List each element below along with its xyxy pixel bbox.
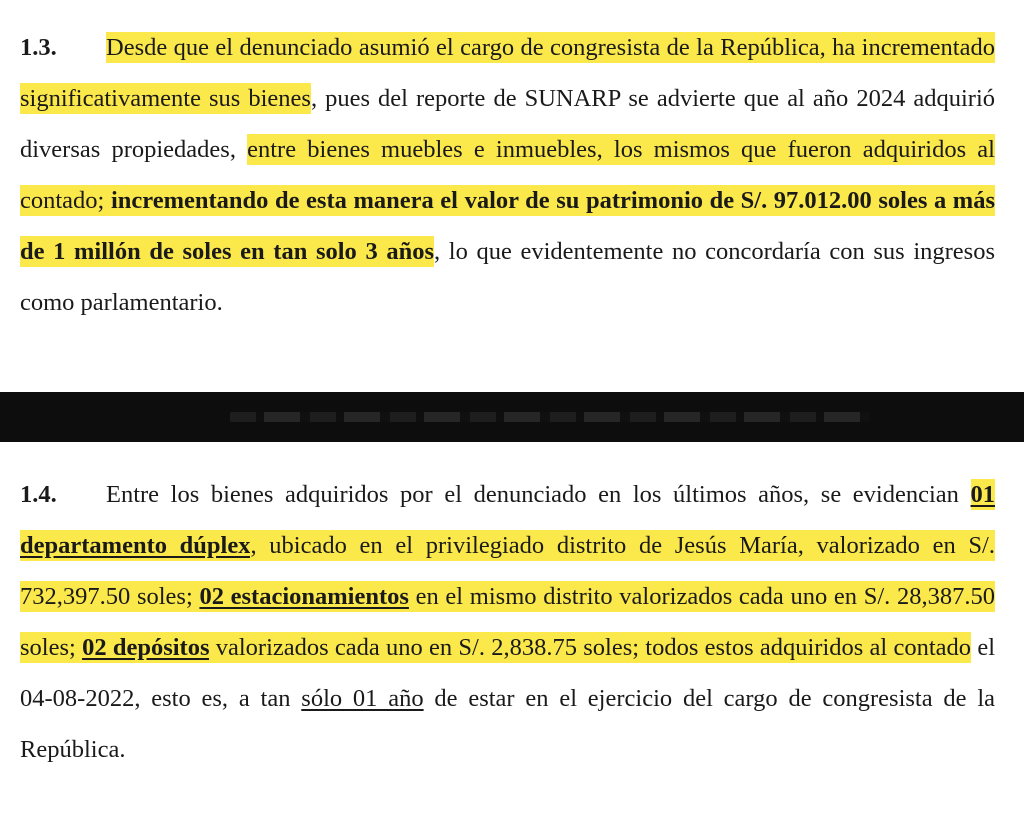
body-text: , lo que evidentemente no concordaría con sus ingresos como parlamentario. <box>20 238 995 316</box>
section-1-4 <box>20 469 995 775</box>
section-1-3 <box>20 22 995 328</box>
section-number: 1.4. <box>20 481 57 508</box>
highlighted-bold-underlined-text: 01 departamento dúplex <box>20 481 995 559</box>
body-text: de estar en el ejercicio del cargo de congresista de la República. <box>20 685 996 763</box>
section-number: 1.3. <box>20 34 57 61</box>
underlined-text: sólo 01 año <box>301 685 424 712</box>
highlighted-text: valorizados cada uno en S/. 2,838.75 soles; todos estos adquiridos al contado <box>209 634 972 661</box>
highlighted-text: en el mismo distrito valorizados cada uno en S/. 28,387.50 soles; <box>20 583 995 661</box>
highlighted-bold-underlined-text: 02 depósitos <box>82 634 210 661</box>
highlighted-text: , ubicado en el privilegiado distrito de Jesús María, valorizado en S/. 732,397.50 soles; <box>20 532 995 610</box>
redacted-text-trace <box>230 412 870 422</box>
body-text: el 04-08-2022, esto es, a tan <box>20 634 995 712</box>
body-text: , pues del reporte de SUNARP se advierte que al año 2024 adquirió diversas propiedades, <box>20 85 996 163</box>
redaction-bar <box>0 392 1024 442</box>
highlighted-text: Desde que el denunciado asumió el cargo de congresista de la República, ha incrementado significativamente sus bienes <box>20 34 995 112</box>
highlighted-bold-text: incrementando de esta manera el valor de su patrimonio de S/. 97.012.00 soles a más de 1 millón de soles en tan solo 3 años <box>20 187 995 265</box>
highlighted-text: entre bienes muebles e inmuebles, los mismos que fueron adquiridos al contado; <box>20 136 995 214</box>
highlighted-bold-underlined-text: 02 estacionamientos <box>199 583 409 610</box>
body-text: Entre los bienes adquiridos por el denunciado en los últimos años, se evidencian <box>106 481 971 508</box>
